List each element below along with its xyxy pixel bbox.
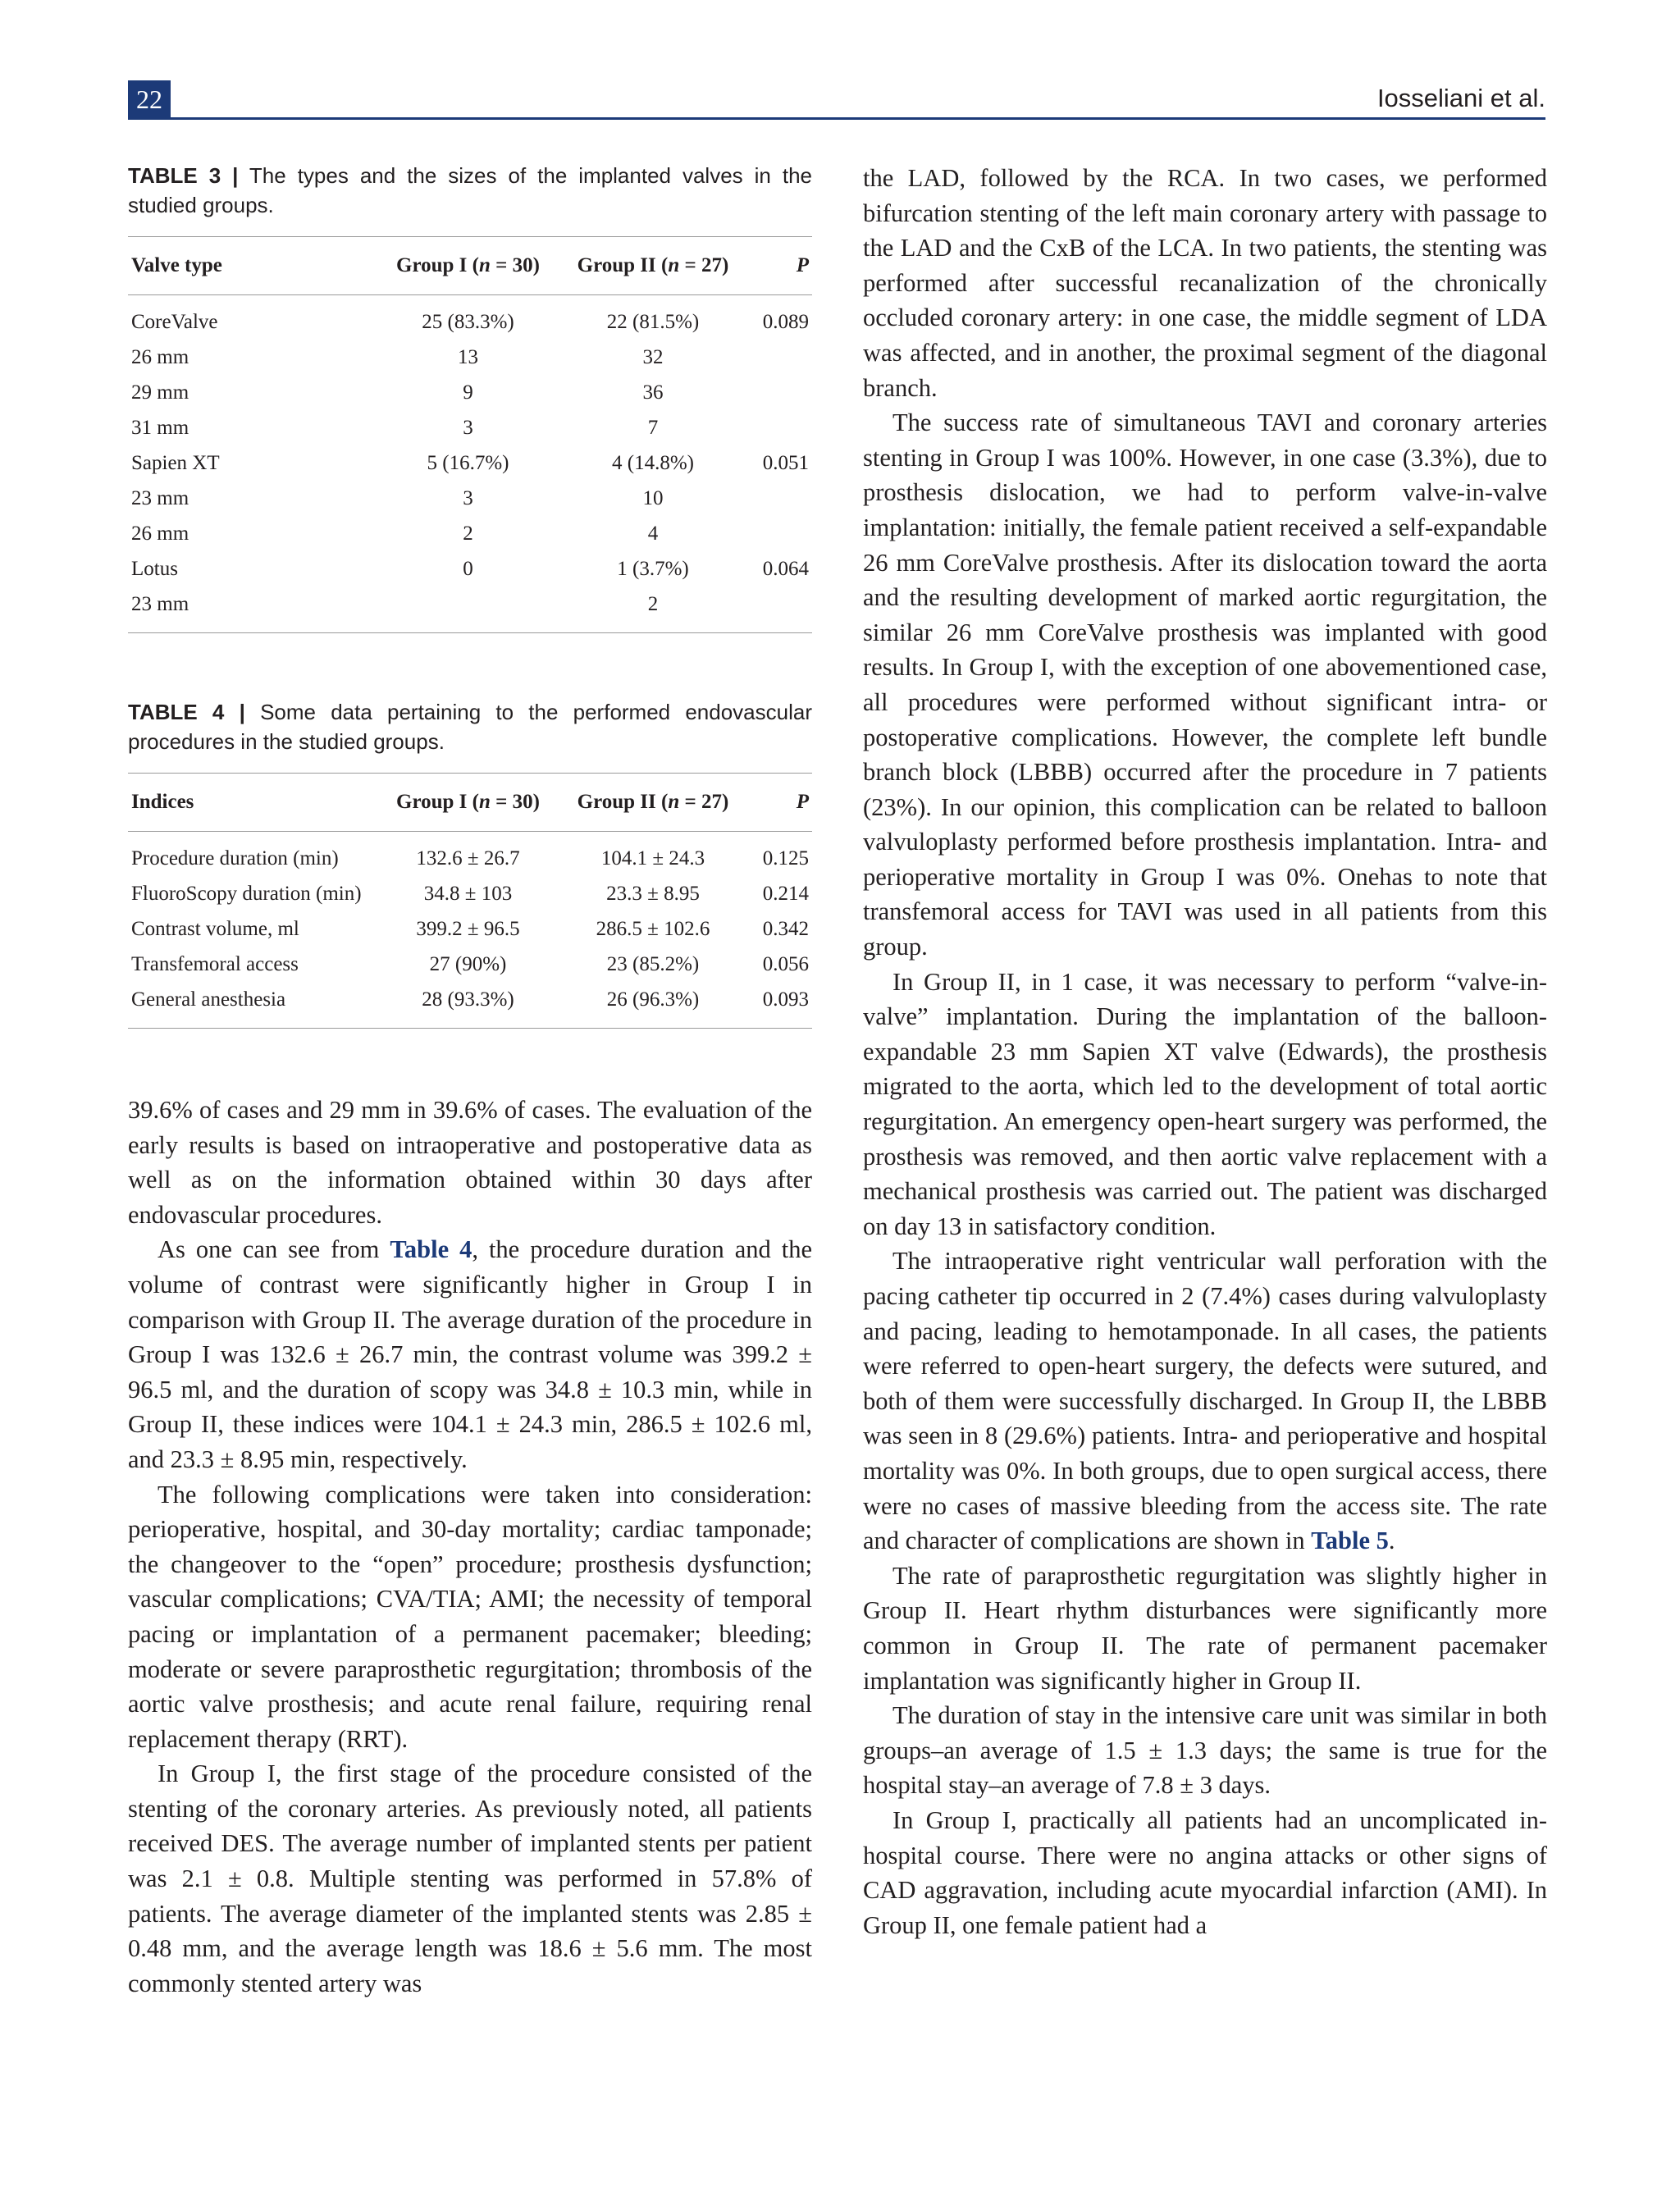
table-cell [751, 482, 812, 517]
running-head: Iosseliani et al. [1376, 84, 1545, 112]
table-row [128, 482, 812, 517]
table-cell [751, 411, 812, 446]
paragraph-text: The intraoperative right ventricular wall perforation with the pacing catheter tip occurred in 2 (7.4%) cases during valvuloplasty and pacing, leading to hemotamponade. In all cases, the patients were referred to open-heart surgery, the defects were sutured, and both of them were successfully discharged. In Group II, the LBBB was seen in 8 (29.6%) patients. Intra- and perioperative and hospital mortality was 0%. In both groups, due to open surgical access, there were no cases of massive bleeding from the access site. The rate and character of complications are shown in [863, 1247, 1547, 1555]
table-cell: 13 [458, 346, 478, 368]
table-cell: 29 mm [131, 381, 189, 404]
table-row [128, 552, 812, 587]
table-cell: 5 (16.7%) [427, 452, 509, 474]
table-cell [751, 587, 812, 633]
table-cell: 0.342 [762, 918, 809, 940]
page-header [128, 80, 1545, 118]
table-cell: 7 [647, 417, 659, 439]
table-cell: 4 [647, 523, 659, 545]
table-cell: 286.5 ± 102.6 [596, 918, 710, 940]
table-cell [381, 587, 555, 633]
column-header: Group I (n = 30) [381, 237, 555, 295]
left-body-text [128, 1093, 812, 2001]
table-row [128, 983, 812, 1029]
table-cell: 26 mm [131, 346, 189, 368]
header-rule [128, 117, 1545, 120]
table-row [128, 517, 812, 552]
table-cell: Procedure duration (min) [131, 847, 339, 870]
table-3-caption [128, 161, 812, 220]
table-cell: 1 (3.7%) [617, 558, 689, 580]
column-header: P [751, 237, 812, 295]
table-cell: 399.2 ± 96.5 [416, 918, 520, 940]
column-header: Valve type [128, 237, 381, 295]
table-cell: 10 [642, 487, 664, 509]
table-cell: 0.056 [762, 953, 809, 975]
table-cell: CoreValve [131, 311, 218, 333]
table-cell: 9 [463, 381, 473, 404]
table-cell: 32 [642, 346, 664, 368]
left-column [128, 161, 812, 2001]
column-header: P [751, 774, 812, 832]
table-row [128, 446, 812, 482]
paragraph-text: . [1388, 1527, 1395, 1555]
table-4-label: TABLE 4 | [128, 700, 245, 724]
table-3-label: TABLE 3 | [128, 163, 239, 188]
table-cell: 3 [463, 417, 473, 439]
table-4-link[interactable]: Table 4 [390, 1235, 472, 1264]
table-row [128, 411, 812, 446]
table-row [128, 877, 812, 912]
table-cell: 23 (85.2%) [606, 953, 700, 975]
table-cell: 23 mm [131, 487, 189, 509]
table-row [128, 340, 812, 376]
table-cell: Lotus [131, 558, 178, 580]
paragraph: The success rate of simultaneous TAVI and coronary arteries stenting in Group I was 100%. However, in one case (3.3%), due to prosthesis dislocation, we had to perform valve-in-valve implantation: initially, the female patient received a self-expandable 26 mm CoreValve prosthesis. After its dislocation toward the aorta and the resulting development of marked aortic regurgitation, the similar 26 mm CoreValve prosthesis was implanted with good results. In Group I, with the exception of one abovementioned case, all procedures were performed without significant intra- or postoperative complications. However, the complete left bundle branch block (LBBB) occurred after the procedure in 7 patients (23%). In our opinion, this complication can be related to balloon valvuloplasty performed before prosthesis implantation. Intra- and perioperative mortality in Group I was 0%. Onehas to note that transfemoral access for TAVI was used in all patients from this group. [863, 409, 1547, 961]
column-header: Indices [128, 774, 381, 832]
table-cell [751, 340, 812, 376]
table-cell: 26 (96.3%) [555, 983, 751, 1029]
table-cell: 0.214 [762, 883, 809, 905]
table-cell: 132.6 ± 26.7 [416, 847, 520, 870]
table-cell: 0.093 [751, 983, 812, 1029]
table-cell: Transfemoral access [131, 953, 299, 975]
table-cell: 4 (14.8%) [612, 452, 694, 474]
paragraph-text: , the procedure duration and the volume of contrast were significantly higher in Group I in comparison with Group II. The average duration of the procedure in Group I was 132.6 ± 26.7 min, the contrast volume was 399.2 ± 96.5 ml, and the duration of scopy was 34.8 ± 10.3 min, while in Group II, these indices were 104.1 ± 24.3 min, 286.5 ± 102.6 ml, and 23.3 ± 8.95 min, respectively. [128, 1235, 812, 1473]
table-cell: 0.051 [762, 452, 809, 474]
paragraph [128, 1232, 812, 1477]
table-cell: 26 mm [131, 523, 189, 545]
paragraph: the LAD, followed by the RCA. In two cases, we performed bifurcation stenting of the left main coronary artery with passage to the LAD and the CxB of the LCA. In two patients, the stenting was performed after successful recanalization of the chronically occluded coronary artery: in one case, the middle segment of LDA was affected, and in another, the proximal segment of the diagonal branch. [863, 164, 1547, 402]
table-cell: 25 (83.3%) [422, 311, 514, 333]
table-cell: 0.064 [762, 558, 809, 580]
table-4-caption-text: Some data pertaining to the performed endovascular procedures in the studied groups. [128, 700, 812, 754]
column-header: Group II (n = 27) [555, 774, 751, 832]
paragraph-text: As one can see from [158, 1235, 390, 1264]
table-cell: Sapien XT [131, 452, 220, 474]
table-cell: 2 [555, 587, 751, 633]
column-header: Group I (n = 30) [381, 774, 555, 832]
table-header-row [128, 774, 812, 832]
table-row [128, 587, 812, 633]
table-cell: 36 [642, 381, 664, 404]
column-header: Group II (n = 27) [555, 237, 751, 295]
paragraph: In Group II, in 1 case, it was necessary to perform “valve-in-valve” implantation. During the implantation of the balloon-expandable 23 mm Sapien XT valve (Edwards), the prosthesis migrated to the aorta, which led to the development of total aortic regurgitation. An emergency open-heart surgery was performed, the prosthesis was removed, and then aortic valve replacement with a mechanical prosthesis was carried out. The patient was discharged on day 13 in satisfactory condition. [863, 967, 1547, 1240]
table-cell [751, 517, 812, 552]
table-cell: 0 [463, 558, 473, 580]
table-cell: 27 (90%) [429, 953, 507, 975]
table-cell: 22 (81.5%) [606, 311, 700, 333]
page-number: 22 [128, 80, 171, 118]
table-cell: 0.125 [762, 847, 809, 870]
table-cell [751, 376, 812, 411]
paragraph: In Group I, practically all patients had an uncomplicated in-hospital course. There were no angina attacks or other signs of CAD aggravation, including acute myocardial infarction (AMI). In Group II, one female patient had a [863, 1805, 1547, 1939]
table-cell: 104.1 ± 24.3 [600, 847, 705, 870]
table-cell: FluoroScopy duration (min) [131, 883, 362, 905]
paragraph: In Group I, the first stage of the procedure consisted of the stenting of the coronary arteries. As previously noted, all patients received DES. The average number of implanted stents per patient was 2.1 ± 0.8. Multiple stenting was performed in 57.8% of patients. The average diameter of the implanted stents was 2.85 ± 0.48 mm, and the average length was 18.6 ± 5.6 mm. The most commonly stented artery was [128, 1760, 812, 1997]
table-row [128, 376, 812, 411]
table-cell: 34.8 ± 103 [423, 883, 513, 905]
table-cell: 2 [463, 523, 473, 545]
table-5-link[interactable]: Table 5 [1311, 1527, 1389, 1555]
table-4-caption [128, 697, 812, 756]
table-header-row [128, 237, 812, 295]
table-cell: 0.089 [762, 311, 809, 333]
paragraph: The rate of paraprosthetic regurgitation was slightly higher in Group II. Heart rhythm disturbances were significantly more common in Group II. The rate of permanent pacemaker implantation was significantly higher in Group II. [863, 1561, 1547, 1695]
right-column [863, 161, 1547, 1942]
table-cell: 3 [463, 487, 473, 509]
table-cell: 28 (93.3%) [381, 983, 555, 1029]
table-3-grid [128, 236, 812, 633]
paragraph: The duration of stay in the intensive care unit was similar in both groups–an average of 1.5 ± 1.3 days; the same is true for the hospital stay–an average of 7.8 ± 3 days. [863, 1701, 1547, 1800]
table-row [128, 295, 812, 341]
paragraph: The following complications were taken into consideration: perioperative, hospital, and 30-day mortality; cardiac tamponade; the changeover to the “open” procedure; prosthesis dysfunction; vascular complications; CVA/TIA; AMI; the necessity of temporal pacing or implantation of a permanent pacemaker; bleeding; moderate or severe paraprosthetic regurgitation; thrombosis of the aortic valve prosthesis; and acute renal failure, requiring renal replacement therapy (RRT). [128, 1480, 812, 1753]
paragraph: 39.6% of cases and 29 mm in 39.6% of cases. The evaluation of the early results is based on intraoperative and postoperative data as well as on the information obtained within 30 days after endovascular procedures. [128, 1096, 812, 1229]
table-cell: Contrast volume, ml [131, 918, 299, 940]
table-cell: 23 mm [128, 587, 381, 633]
table-cell: General anesthesia [128, 983, 381, 1029]
table-row [128, 947, 812, 983]
table-row [128, 832, 812, 878]
table-4 [128, 697, 812, 1029]
table-3-caption-text: The types and the sizes of the implanted valves in the studied groups. [128, 163, 812, 217]
table-4-grid [128, 773, 812, 1029]
table-cell: 23.3 ± 8.95 [606, 883, 700, 905]
table-3 [128, 161, 812, 633]
table-cell: 31 mm [131, 417, 189, 439]
table-row [128, 912, 812, 947]
paragraph [863, 1244, 1547, 1558]
